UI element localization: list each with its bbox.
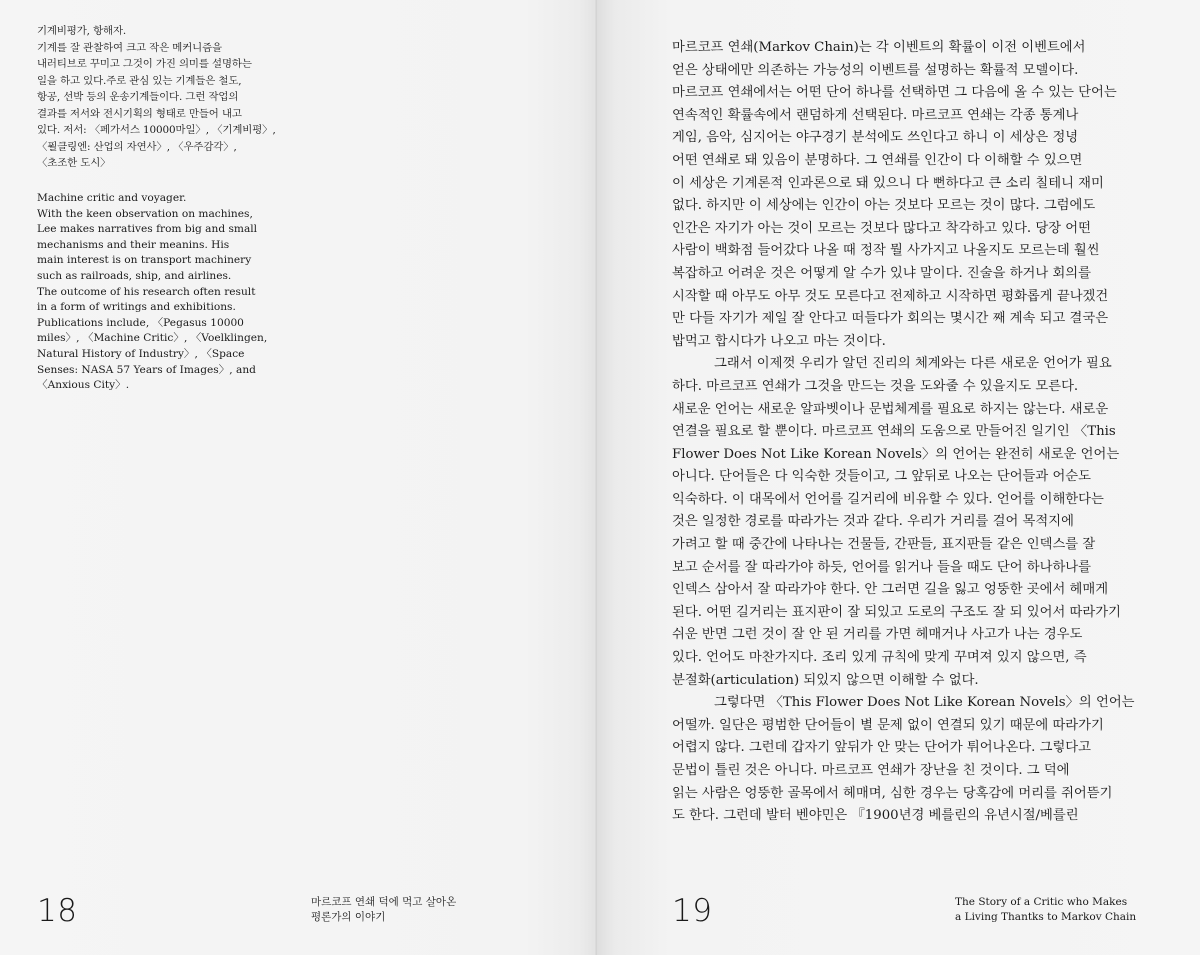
body-line: 가려고 할 때 중간에 나타나는 건물들, 간판들, 표지판들 같은 인덱스를 잘 [672,537,1096,553]
body-line: 인덱스 삼아서 잘 따라가야 한다. 안 그러면 길을 잃고 엉뚱한 곳에서 헤매게 [672,582,1109,598]
body-line: 분절화(articulation) 되있지 않으면 이해할 수 없다. [672,672,979,688]
bio-en-line: mechanisms and their meanins. His [37,238,230,251]
running-head-line: 평론가의 이야기 [311,911,386,923]
bio-en-line: Publications include, 〈Pegasus 10000 [37,316,244,329]
bio-en-line: With the keen observation on machines, [37,207,253,220]
running-head-korean [311,895,456,925]
body-line: 밥먹고 합시다가 나오고 마는 것이다. [672,333,886,349]
body-line: 얻은 상태에만 의존하는 가능성의 이벤트를 설명하는 확률적 모델이다. [672,62,1079,78]
body-line: 도 한다. 그런데 발터 벤야민은 『1900년경 베를린의 유년시절/베를린 [672,808,1079,824]
bio-en-line: 〈Anxious City〉. [37,379,130,392]
body-line: 복잡하고 어려운 것은 어떻게 알 수가 있냐 말이다. 진술을 하거나 회의를 [672,265,1091,281]
page-number-left: 18 [37,893,78,929]
author-bio-english [37,191,287,394]
bio-en-line: Senses: NASA 57 Years of Images〉, and [37,363,256,376]
body-line: 연결을 필요로 할 뿐이다. 마르코프 연쇄의 도움으로 만들어진 일기인 〈This [672,424,1116,440]
bio-ko-line: 기계비평가, 항해자. [37,25,127,37]
running-head-line: 마르코프 연쇄 덕에 먹고 살아온 [311,896,457,908]
body-line: 이 세상은 기계론적 인과론으로 돼 있으니 다 뻔하다고 큰 소리 칠테니 재미 [672,175,1104,191]
bio-ko-line: 〈초조한 도시〉 [37,157,111,169]
bio-en-line: main interest is on transport machinery [37,254,252,267]
bio-en-line: Machine critic and voyager. [37,192,187,204]
body-line: 보고 순서를 잘 따라가야 하듯, 언어를 읽거나 들을 때도 단어 하나하나를 [672,559,1091,575]
bio-en-line: in a form of writings and exhibitions. [37,301,236,314]
author-bio-korean [37,23,287,172]
body-line: 익숙하다. 이 대목에서 언어를 길거리에 비유할 수 있다. 언어를 이해한다는 [672,491,1104,507]
bio-ko-line: 내러티브로 꾸미고 그것이 가진 의미를 설명하는 [37,58,252,70]
body-line: 어떨까. 일단은 평범한 단어들이 별 문제 없이 연결되 있기 때문에 따라가기 [672,717,1104,733]
body-line: 마르코프 연쇄에서는 어떤 단어 하나를 선택하면 그 다음에 올 수 있는 단어는 [672,85,1117,101]
body-line: 문법이 틀린 것은 아니다. 마르코프 연쇄가 장난을 친 것이다. 그 덕에 [672,763,1070,778]
body-line: 있다. 언어도 마찬가지다. 조리 있게 규칙에 맞게 꾸며져 있지 않으면, 즉 [672,650,1087,666]
body-line: Flower Does Not Like Korean Novels〉의 언어는 완전히 새로운 언어는 [672,446,1120,462]
body-line: 어렵지 않다. 그런데 갑자기 앞뒤가 안 맞는 단어가 튀어나온다. 그렇다고 [672,740,1091,756]
bio-en-line: such as railroads, ship, and airlines. [37,269,232,282]
bio-ko-line: 일을 하고 있다.주로 관심 있는 기계들은 철도, [37,74,242,87]
bio-ko-line: 결과를 저서와 전시기획의 형태로 만들어 내고 [37,107,242,120]
bio-ko-line: 있다. 저서: 〈페가서스 10000마일〉, 〈기계비평〉, [37,124,276,136]
body-line: 읽는 사람은 엉뚱한 골목에서 헤매며, 심한 경우는 당혹감에 머리를 쥐어뜯기 [672,785,1113,801]
body-line: 만 다들 자기가 제일 잘 안다고 떠들다가 회의는 몇시간 째 계속 되고 결국은 [672,311,1109,327]
page-number-right: 19 [672,893,713,929]
paragraph-start-line: 그렇다면 〈This Flower Does Not Like Korean Novels〉의 언어는 [714,695,1135,711]
body-line: 연속적인 확률속에서 랜덤하게 선택된다. 마르코프 연쇄는 각종 통계나 [672,107,1079,123]
body-line: 어떤 연쇄로 돼 있음이 분명하다. 그 연쇄를 인간이 다 이해할 수 있으면 [672,152,1083,168]
body-line: 마르코프 연쇄(Markov Chain)는 각 이벤트의 확률이 이전 이벤트에서 [672,40,1086,55]
bio-en-line: Lee makes narratives from big and small [37,223,258,236]
body-line: 아니다. 단어들은 다 익숙한 것들이고, 그 앞뒤로 나오는 단어들과 어순도 [672,469,1091,485]
body-line: 된다. 어떤 길거리는 표지판이 잘 되있고 도로의 구조도 잘 되 있어서 따라가기 [672,604,1121,620]
running-head-line: The Story of a Critic who Makes [955,896,1128,908]
body-line: 새로운 언어는 새로운 알파벳이나 문법체계를 필요로 하지는 않는다. 새로운 [672,401,1109,417]
body-line: 하다. 마르코프 연쇄가 그것을 만드는 것을 도와줄 수 있을지도 모른다. [672,378,1079,394]
body-line: 없다. 하지만 이 세상에는 인간이 아는 것보다 모르는 것이 많다. 그럼에도 [672,198,1096,214]
bio-en-line: The outcome of his research often result [37,285,256,298]
left-page [0,0,597,955]
running-head-line: a Living Thantks to Markov Chain [955,911,1137,923]
paragraph-start-line: 그래서 이제껏 우리가 알던 진리의 체계와는 다른 새로운 언어가 필요 [714,356,1112,372]
essay-body-text [672,37,1164,828]
bio-ko-line: 항공, 선박 등의 운송기계들이다. 그런 작업의 [37,91,239,103]
bio-en-line: Natural History of Industry〉, 〈Space [37,347,245,360]
bio-ko-line: 〈푈클링엔: 산업의 자연사〉, 〈우주감각〉, [37,140,237,153]
body-line: 인간은 자기가 아는 것이 모르는 것보다 많다고 착각하고 있다. 당장 어떤 [672,220,1091,236]
body-line: 게임, 음악, 심지어는 야구경기 분석에도 쓰인다고 하니 이 세상은 정녕 [672,130,1079,146]
bio-ko-line: 기계를 잘 관찰하여 크고 작은 메커니즘을 [37,41,222,54]
body-line: 것은 일정한 경로를 따라가는 것과 같다. 우리가 거리를 걸어 목적지에 [672,514,1074,530]
body-line: 쉬운 반면 그런 것이 잘 안 된 거리를 가면 헤매거나 사고가 나는 경우도 [672,627,1083,643]
body-line: 사람이 백화점 들어갔다 나올 때 정작 뭘 사가지고 나올지도 모르는데 훨씬 [672,243,1100,259]
body-line: 시작할 때 아무도 아무 것도 모른다고 전제하고 시작하면 평화롭게 끝나겠건 [672,288,1109,304]
bio-en-line: miles〉, 〈Machine Critic〉, 〈Voelklingen, [37,332,268,345]
running-head-english [955,895,1136,925]
